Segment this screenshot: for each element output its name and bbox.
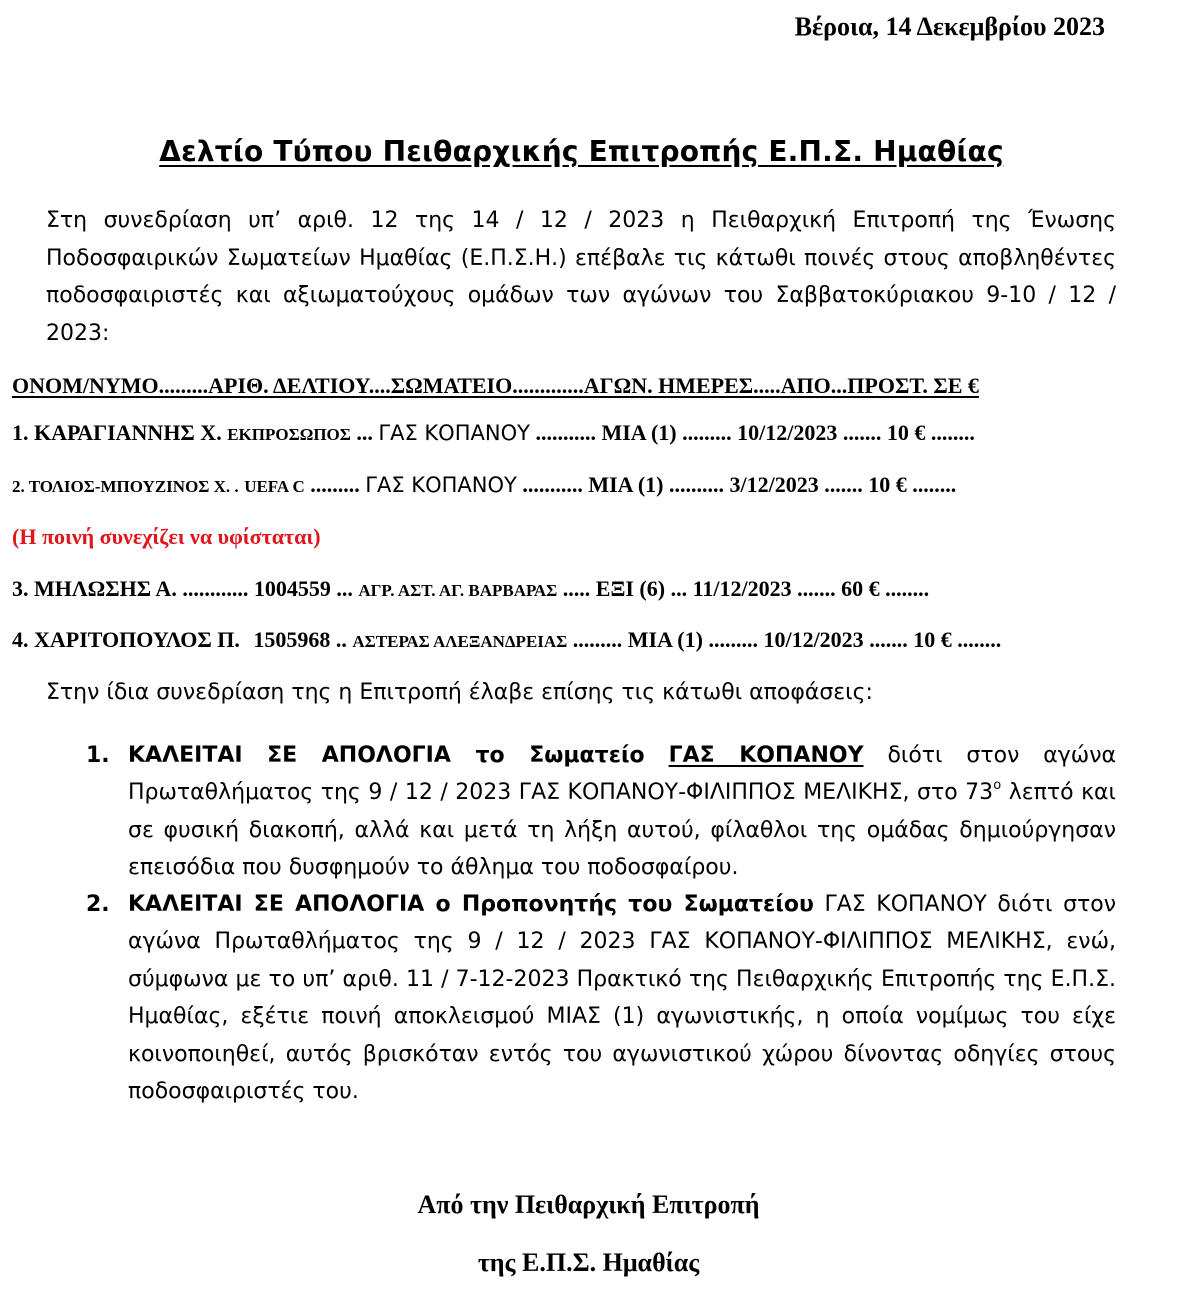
- match-days: ΕΞΙ (6): [595, 576, 666, 601]
- club-name: ΓΑΣ ΚΟΠΑΝΟΥ: [378, 421, 530, 445]
- leader-dots: ...: [670, 576, 688, 601]
- fine-amount: 10 €: [886, 420, 926, 445]
- start-date: 3/12/2023: [729, 472, 819, 497]
- decision-item: [86, 886, 1117, 1110]
- leader-dots: .......: [869, 627, 908, 652]
- leader-dots: ............: [182, 576, 249, 601]
- club-name-underlined: ΓΑΣ ΚΟΠΑΝΟΥ: [668, 743, 864, 768]
- card-number: 1505968: [253, 627, 331, 652]
- player-name: 3. ΜΗΛΩΣΗΣ Α.: [12, 576, 177, 601]
- decision-heading: ΚΑΛΕΙΤΑΙ ΣΕ ΑΠΟΛΟΓΙΑ ο Προπονητής του Σωματείου: [128, 892, 814, 917]
- leader-dots: ..: [335, 627, 347, 652]
- player-name: 1. ΚΑΡΑΓΙΑΝΝΗΣ Χ.: [12, 420, 222, 445]
- fine-amount: 60 €: [841, 576, 880, 601]
- start-date: 10/12/2023: [763, 627, 864, 652]
- decision-number: 1.: [86, 743, 110, 768]
- card-number: 1004559: [253, 576, 331, 601]
- leader-dots: .......: [797, 576, 836, 601]
- penalty-row: [12, 472, 1177, 498]
- leader-dots: ........: [930, 420, 975, 445]
- fine-amount: 10 €: [913, 627, 952, 652]
- decision-text-continued: λεπτό και σε φυσική διακοπή, αλλά και μετά τη λήξη αυτού, φίλαθλοι της ομάδας δημιούργησαν επεισόδια που δυσφημούν το άθλημα του ποδοσφαίρου.: [128, 780, 1116, 881]
- match-days: ΜΙΑ (1): [627, 627, 703, 652]
- decisions-intro: Στην ίδια συνεδρίαση της η Επιτροπή έλαβε επίσης τις κάτωθι αποφάσεις:: [46, 680, 873, 705]
- ordinal-superscript: ο: [993, 778, 1002, 794]
- penalty-row: [12, 576, 1177, 602]
- match-days: ΜΙΑ (1): [601, 420, 677, 445]
- leader-dots: .......: [842, 420, 882, 445]
- club-name: ΑΓΡ. ΑΣΤ. ΑΓ. ΒΑΡΒΑΡΑΣ: [358, 581, 558, 600]
- signature-line-1: Από την Πειθαρχική Επιτροπή: [417, 1190, 760, 1219]
- penalty-note: (Η ποινή συνεχίζει να υφίσταται): [12, 524, 321, 549]
- decision-text: διότι στον αγώνα Πρωταθλήματος της 9 / 12 / 2023 ΓΑΣ ΚΟΠΑΝΟΥ-ΦΙΛΙΠΠΟΣ ΜΕΛΙΚΗΣ, στο 73: [128, 743, 1117, 806]
- leader-dots: .........: [682, 420, 732, 445]
- leader-dots: ...: [336, 576, 353, 601]
- leader-dots: ...: [356, 420, 373, 445]
- document-title: Δελτίο Τύπου Πειθαρχικής Επιτροπής Ε.Π.Σ. Ημαθίας: [159, 135, 1004, 168]
- player-name: 2. ΤΟΛΙΟΣ-ΜΠΟΥΖΙΝΟΣ Χ. .: [12, 477, 239, 496]
- decision-heading: ΚΑΛΕΙΤΑΙ ΣΕ ΑΠΟΛΟΓΙΑ το Σωματείο: [128, 743, 645, 768]
- club-name: ΓΑΣ ΚΟΠΑΝΟΥ: [365, 473, 517, 497]
- leader-dots: ........: [912, 472, 957, 497]
- leader-dots: ...........: [535, 420, 596, 445]
- player-name: 4. ΧΑΡΙΤΟΠΟΥΛΟΣ Π.: [12, 627, 240, 652]
- leader-dots: .........: [572, 627, 623, 652]
- document-date: Βέροια, 14 Δεκεμβρίου 2023: [794, 12, 1105, 41]
- start-date: 10/12/2023: [737, 420, 838, 445]
- decision-text: ΓΑΣ ΚΟΠΑΝΟΥ διότι στον αγώνα Πρωταθλήματος της 9 / 12 / 2023 ΓΑΣ ΚΟΠΑΝΟΥ-ΦΙΛΙΠΠΟΣ ΜΕΛΙΚΗΣ, ενώ, σύμφωνα με το υπ’ αριθ. 11 / 7-12-2023 Πρακτικό της Πειθαρχικής Επιτροπής της Ε.Π.Σ. Ημαθίας, εξέτιε ποινή αποκλεισμού ΜΙΑΣ (1) αγωνιστικής, η οποία νομίμως του είχε κοινοποιηθεί, αυτός βρισκόταν εντός του αγωνιστικού χώρου δίνοντας οδηγίες στους ποδοσφαιριστές του.: [128, 892, 1117, 1105]
- intro-paragraph: Στη συνεδρίαση υπ’ αριθ. 12 της 14 / 12 / 2023 η Πειθαρχική Επιτροπή της Ένωσης Ποδοσφαιρικών Σωματείων Ημαθίας (Ε.Π.Σ.Η.) επέβαλε τις κάτωθι ποινές στους αποβληθέντες ποδοσφαιριστές και αξιωματούχους ομάδων των αγώνων του Σαββατοκύριακου 9-10 / 12 / 2023:: [46, 208, 1116, 346]
- start-date: 11/12/2023: [692, 576, 792, 601]
- card-number: UEFA C: [244, 477, 305, 496]
- leader-dots: ........: [957, 627, 1002, 652]
- leader-dots: ........: [885, 576, 930, 601]
- leader-dots: .........: [310, 472, 360, 497]
- club-name: ΑΣΤΕΡΑΣ ΑΛΕΞΑΝΔΡΕΙΑΣ: [352, 632, 568, 651]
- decision-item: [86, 737, 1117, 887]
- leader-dots: .......: [824, 472, 863, 497]
- match-days: ΜΙΑ (1): [588, 472, 664, 497]
- leader-dots: .....: [562, 576, 591, 601]
- penalty-row: [12, 627, 1177, 653]
- signature-line-2: της Ε.Π.Σ. Ημαθίας: [477, 1248, 700, 1277]
- card-number: ΕΚΠΡΟΣΩΠΟΣ: [227, 425, 351, 444]
- fine-amount: 10 €: [868, 472, 907, 497]
- leader-dots: ..........: [669, 472, 724, 497]
- decision-number: 2.: [86, 892, 110, 917]
- penalties-table-header: ΟΝΟΜ/ΝΥΜΟ.........ΑΡΙΘ. ΔΕΛΤΙΟΥ....ΣΩΜΑΤΕΙΟ.............ΑΓΩΝ. ΗΜΕΡΕΣ.....ΑΠΟ...ΠΡΟΣΤ. ΣΕ €: [12, 373, 979, 398]
- leader-dots: ...........: [522, 472, 583, 497]
- leader-dots: .........: [708, 627, 758, 652]
- penalty-row: [12, 420, 1177, 446]
